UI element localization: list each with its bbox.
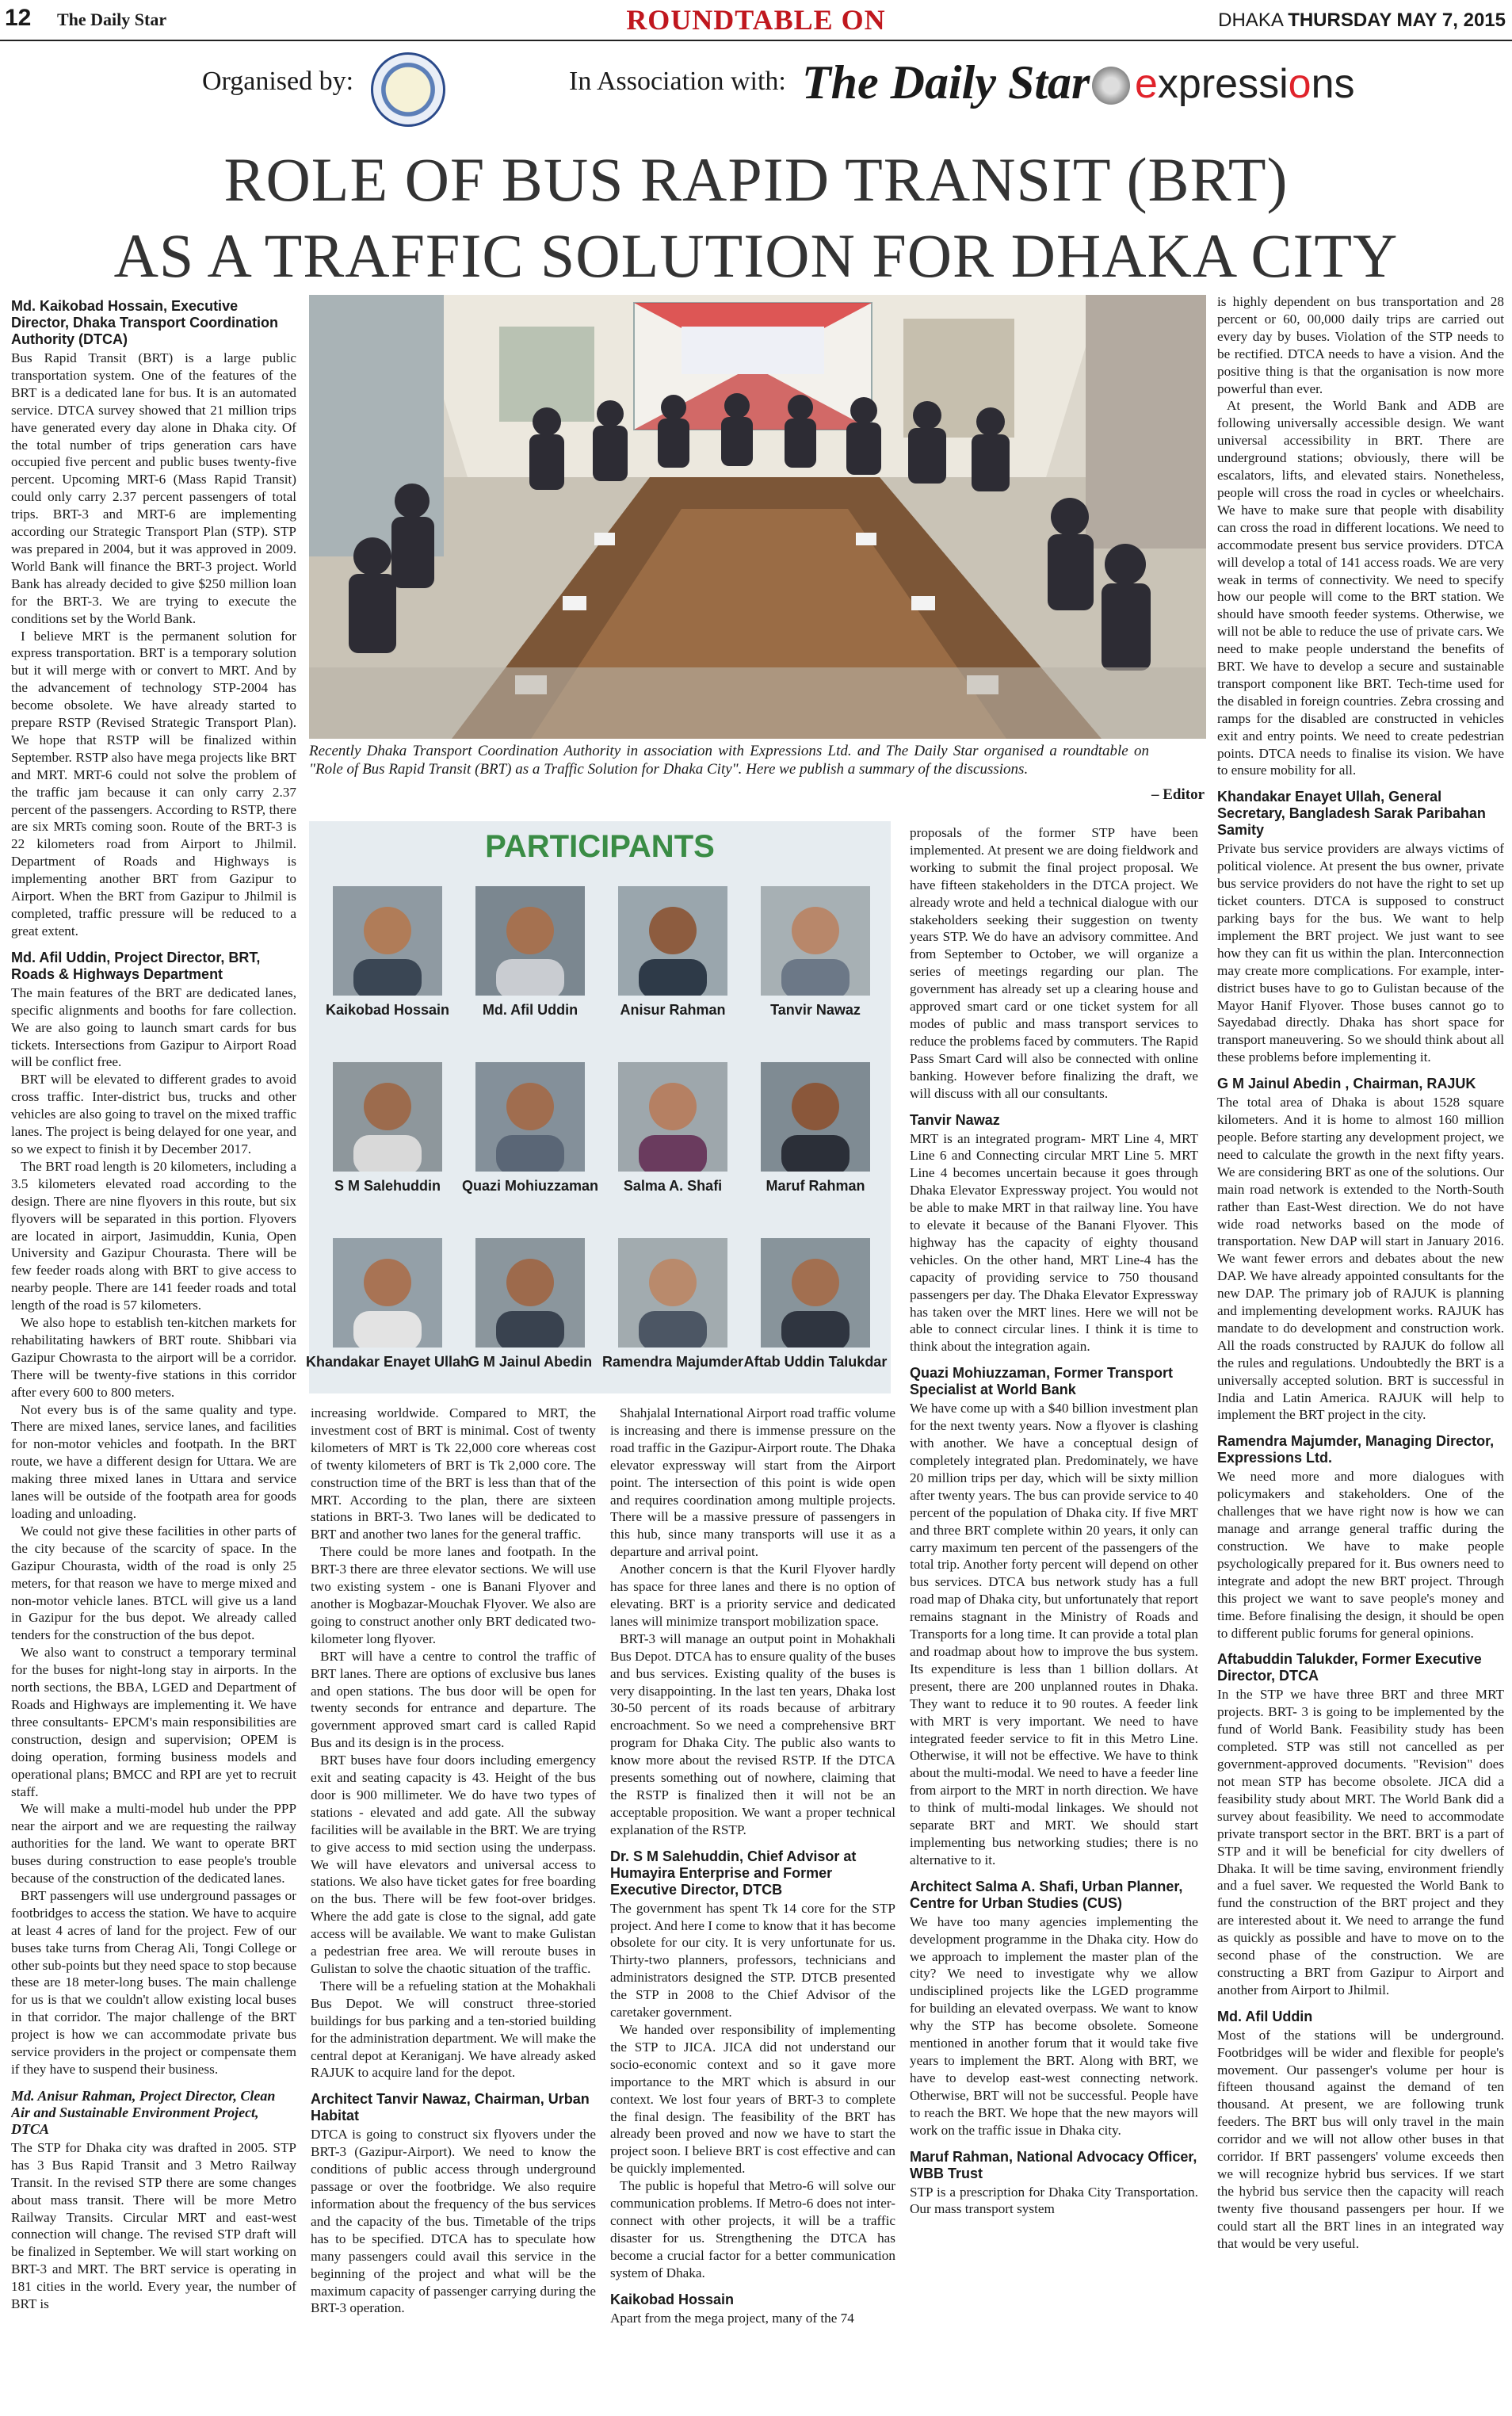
expressions-mark-icon [1092,67,1130,105]
participants-box [305,821,891,1393]
speaker-heading: Maruf Rahman, National Advocacy Officer, WBB Trust [910,2148,1197,2181]
article-paragraph: Shahjalal International Airport road traffic volume is increasing and there is immense pressure on the road traffic in the Gazipur-Airport route. The Dhaka elevator expressway will start from the Airport point. The intersection of this point is wide open and requires coordination among multiple projects. There will be a massive pressure of passengers in this hub, since many transports will use it as a departure and arrival point. [610,1405,895,1560]
participant-name: Salma A. Shafi [623,1178,723,1194]
participant-name: Aftab Uddin Talukdar [743,1354,888,1370]
participant-photo [333,886,442,996]
participant-name: Anisur Rahman [620,1002,726,1018]
roundtable-photo-illustration [309,295,1206,739]
article-paragraph: We could not give these facilities in other parts of the city because of the scarcity of space. In the Gazipur Chourasta, width of the road is only 25 meters, for that reason we have to merge mixed and non-motor vehicle lanes. BTCL will give us a land in Gazipur for the bus depot. We already called tenders for the construction of the bus depot. [11,1523,296,1643]
article-paragraph: BRT will have a centre to control the traffic of BRT lanes. There are options of exclusive bus lanes and open stations. The bus door will be open for twenty seconds for entrance and departure. The government approved smart card is called Rapid Bus and its design is in the process. [311,1648,596,1751]
participant-photo [618,886,727,996]
article-paragraph: increasing worldwide. Compared to MRT, the investment cost of BRT is minimal. Cost of twenty kilometers of MRT is Tk 22,000 core whereas cost of twenty kilometers of BRT is Tk 2,000 core. The construction time of the BRT is less than that of the MRT. According to the plan, there are sixteen stations in BRT-3. Two lanes will be dedicated to BRT and another two lanes for the general traffic. [311,1405,596,1542]
article-paragraph: Bus Rapid Transit (BRT) is a large public transportation system. One of the features of the BRT is a dedicated lane for bus. It is an automated service. DTCA survey showed that 21 million trips have generated every day alone in Dhaka city. Of the total number of trips generation cars have occupied five percent and public buses twenty-five percent. Upcoming MRT-6 (Mass Rapid Transit) could only carry 2.37 percent passengers of total trips. BRT-3 and MRT-6 are implementing according our Strategic Transport Plan (STP). STP was prepared in 2004, but it was approved in 2009. World Bank will finance the BRT-3 project. World Bank has already decided to give $250 million loan for the BRT-3. We are trying to execute the conditions set by the World Bank. [11,350,296,626]
speaker-heading: Kaikobad Hossain [610,2291,735,2307]
association-label: In Association with: [569,67,786,96]
speaker-heading: Md. Afil Uddin [1217,2008,1313,2024]
article-column-3 [610,1405,895,2406]
article-paragraph: We have come up with a $40 billion investment plan for the next twenty years. Now a flyover is clashing with another. We have a conceptual design of completely integrated plan. Predominately, we have 20 million trips per day, which will be sixty million after twenty years. The bus can provide service to 40 percent of the population of Dhaka city. If five MRT and three BRT complete within 20 years, it only can carry maximum ten percent of the passengers of the total trip. Another forty percent will depend on other bus services. DTCA bus network study has a full road map of Dhaka city, but unfortunately that report remains stagnant in the Ministry of Roads and Transports for a long time. It can provide a total plan and roadmap about how to improve the bus system. Its expenditure is less than 1 billion dollars. At present, there are 200 unplanned routes in Dhaka. They want to reduce it to 90 routes. A feeder link with MRT is very important. We need to have integrated feeder service to fit in this Metro Line. Otherwise, it will not be effective. We have to think about the multi-modal. We need to have a feeder line from airport to the MRT in north direction. We have to think of multi-modal linkages. We should not separate BRT and MRT. We should start implementing bus networking studies; there is no alternative to it. [910,1401,1198,1867]
speaker-heading: Aftabuddin Talukder, Former Executive Director, DTCA [1217,1651,1482,1684]
article-paragraph: At present, the World Bank and ADB are following universally accessible design. We want universal accessibility in BRT. There are underground stations; obviously, there will be escalators, lifts, and elevated stairs. Nonetheless, people will cross the road in cycles or wheelchairs. We have to make sure that people with disability can cross the road in different locations. We need to accommodate present bus service providers. DTCA will develop a total of 141 access roads. We are very weak in terms of connectivity. We need to specify how our people will come to the BRT station. We should have smooth feeder systems. Otherwise, we will not be able to reduce the use of private cars. We need to make people understand the benefits of BRT. We have to develop a secure and sustainable transport component like BRT. Tech-time used for the disabled in foreign countries. Zebra crossing and ramps for the disabled are constructed in vehicles exit and entry points. We need to create pedestrian points. DTCA needs to finalise its vision. We have to ensure mobility for all. [1217,398,1504,778]
organised-by-label: Organised by: [202,67,354,96]
speaker-heading: Md. Afil Uddin, Project Director, BRT, Roads & Highways Department [11,949,261,982]
speaker-heading: G M Jainul Abedin , Chairman, RAJUK [1217,1076,1476,1092]
article-paragraph: I believe MRT is the permanent solution for express transportation. BRT is a temporary solution but it will merge with or convert to MRT. And by the advancement of technology STP-2004 has become obsolete. We have already started to prepare RSTP (Revised Strategic Transport Plan). We hope that RSTP will be finalized within September. RSTP also have mega projects like BRT and MRT. MRT-6 could not solve the problem of the traffic jam because it can only carry 2.37 percent of the passengers. According to RSTP, there are six MRTs coming soon. Route of the BRT-3 is 22 kilometers road from Airport to Jhilmil. Department of Roads and Highways is implementing another BRT from Gazipur to Airport. When the BRT from Gazipur to Jhilmil is completed, traffic pressure will be reduced to a great extent. [11,628,296,938]
sponsor-banner [0,48,1512,127]
speaker-heading: Dr. S M Salehuddin, Chief Advisor at Humayira Enterprise and Former Executive Director, DTCB [610,1848,857,1898]
article-paragraph: proposals of the former STP have been implemented. At present we are doing fieldwork and working to submit the final project proposal. We have fifteen stakeholders in the DTCA project. We already wrote and held a technical dialogue with our stakeholders seeking their suggestion on twenty years STP. We do have an advisory committee. And from September to October, we will organize a series of meetings regarding our plan. The government has already set up a clearing house and approved smart card or one ticket system for all modes of public and mass transport services to reduce the problems faced by commuters. The Rapid Pass Smart Card will also be connected with online banking. However before finalizing the draft, we will discuss with all our consultants. [910,825,1198,1101]
article-paragraph: The government has spent Tk 14 core for the STP project. And here I come to know that it has become obsolete for our city. It is very unfortunate for us. Thirty-two planners, professors, technicians and administrators designed the STP. DTCB presented the STP in 2008 to the Chief Advisor of the caretaker government. [610,1900,895,2020]
article-paragraph: BRT will be elevated to different grades to avoid cross traffic. Inter-district bus, trucks and other vehicles are also going to travel on the mixed traffic lanes. The project is being delayed for one year, and so we expect to finish it by December 2017. [11,1072,296,1156]
participant-name: Maruf Rahman [766,1178,865,1194]
header-brand: The Daily Star [57,10,167,29]
participant-photo [761,1062,870,1172]
article-paragraph: The total area of Dhaka is about 1528 square kilometers. And it is home to almost 160 million people. Before starting any development project, we need to calculate the growth in the next fifty years. We are considering BRT as one of the solutions. Our main road network is extended to the North-South rather than East-West direction. We do not have wide road networks based on the mode of transportation. New DAP will start in January 2016. We want fewer errors and debates about the new DAP. We have already appointed consultants for the new DAP. The primary job of RAJUK is planning and implementing development works. RAJUK has mandate to do development and construction work. All the roads constructed by RAJUK do follow all the rules and regulations. Undoubtedly the BRT is a universally accepted solution. BRT is successful in India and Latin America. RAJUK will help to implement the BRT project in the city. [1217,1095,1504,1423]
speaker-heading: Architect Salma A. Shafi, Urban Planner, Centre for Urban Studies (CUS) [910,1878,1183,1911]
article-paragraph: is highly dependent on bus transportation and 28 percent or 60, 00,000 daily trips are carried out every day by buses. Violation of the STP needs to be rectified. DTCA needs to have a vision. And the positive thing is that the organisation is now more powerful than ever. [1217,294,1504,396]
participant-photo [618,1238,727,1348]
article-column-4 [910,824,1198,2406]
participant-photo [761,886,870,996]
participant-photo [618,1062,727,1172]
participant-photo [475,1062,585,1172]
article-paragraph: STP is a prescription for Dhaka City Transportation. Our mass transport system [910,2184,1198,2217]
caption-credit: – Editor [1151,786,1205,803]
speaker-heading: Ramendra Majumder, Managing Director, Expressions Ltd. [1217,1433,1495,1466]
article-paragraph: We will make a multi-model hub under the PPP near the airport and we are requesting the railway authorities for the land. We want to operate BRT buses during construction to ease people's trouble because of the construction of the dedicated lanes. [11,1801,296,1887]
article-paragraph: The STP for Dhaka city was drafted in 2005. STP has 3 Bus Rapid Transit and 3 Metro Railway Transit. In the revised STP there are some changes about mass transit. There will be more Metro Railway Transits. Circular MRT and east-west connection will change. The revised STP draft will be finalized in September. We will start working on BRT-3 and MRT. The BRT service is operating in 181 cities in the world. Every year, the number of BRT is [11,2139,296,2312]
participant-name: Tanvir Nawaz [770,1002,861,1018]
participants-title: PARTICIPANTS [485,829,715,864]
article-column-1 [11,298,296,2406]
section-title: ROUNDTABLE ON [626,4,886,36]
article-paragraph: Private bus service providers are always victims of political violence. At present the bus owner, private bus service providers do not have the right to set up ticket counters. DTCA is supposed to construct parking bays for the bus. We want to help implement the BRT project. We just want to see how they can fit us within the plan. Interconnection may create more complications. For example, inter-district buses have to go to Gulistan because of the Mayor Hanif Flyover. Those buses cannot go to Sayedabad directly. Dhaka has short space for transport maneuvering. So we should think about all these problems before implementing it. [1217,841,1504,1065]
article-paragraph: BRT buses have four doors including emergency exit and seating capacity is 43. Height of the bus door is 900 millimeter. We do have two types of stations - elevated and add gate. All the subway facilities will be available in the BRT. We are trying to give access to mid section using the underpass. We will have elevators and universal access to stations. We also have ticket gates for free boarding on the bus. There will be few foot-over bridges. Where the add gate is close to the signal, add gate access will be available. We want to make Gulistan a pedestrian free area. We will reroute buses in Gulistan to solve the chaotic situation of the traffic. [311,1753,596,1976]
dtca-seal-icon [371,52,445,127]
article-column-2 [311,1405,596,2406]
speaker-heading: Tanvir Nawaz [910,1111,1000,1128]
participant-name: G M Jainul Abedin [468,1354,593,1370]
participant-name: Quazi Mohiuzzaman [461,1178,598,1194]
expressions-logo: expressions [1135,61,1355,107]
photo-caption: Recently Dhaka Transport Coordination Authority in association with Expressions Ltd. and The Daily Star organised a roundtable on "Role of Bus Rapid Transit (BRT) as a Traffic Solution for Dhaka City". Here we publish a summary of the discussions. [309,743,1149,778]
article-paragraph: In the STP we have three BRT and three MRT projects. BRT- 3 is going to be implemented by the fund of World Bank. Feasibility study has been completed. STP was still not cancelled as per government-approved documents. "Revision" does not mean STP has become obsolete. JICA did a feasibility study about MRT. The World Bank did a survey about feasibility. We need to accommodate private transport sector in the BRT. BRT is a part of STP and it will be beneficial for city dwellers of Dhaka. It will be time saving, environment friendly and a fuel saver. We requested the World Bank to fund the construction of the BRT project and they are interested about it. We need to arrange the fund as quickly as possible and have to move on to the second phase of the construction. We are constructing a BRT from Gazipur to Airport and another from Airport to Jhilmil. [1217,1687,1504,1997]
daily-star-logo: The Daily Star [802,56,1090,109]
headline-line-2: AS A TRAFFIC SOLUTION FOR DHAKA CITY [113,221,1399,290]
article-paragraph: Most of the stations will be underground. Footbridges will be wider and flexible for people's movement. Our passenger's volume per hour is fifteen thousand against the demand of ten thousand. At present, we are following trunk feeders. The BRT bus will only travel in the main corridor and we will not allow other buses in that corridor. If BRT passengers' volume exceeds then we will recognize hybrid bus services. If we start the hybrid bus service then the capacity will reach twenty five thousand passengers per hour. If we could start all the BRT lines in an integrated way that would be very useful. [1217,2027,1504,2251]
article-paragraph: BRT passengers will use underground passages or footbridges to access the station. We have to acquire at least 4 acres of land for the project. Few of our buses take turns from Cherag Ali, Tongi College or other sub-points but they need space to stop because these are 18 meter-long buses. The main challenge for us is that we couldn't allow existing local buses in that corridor. The major challenge of the BRT project is how we can accommodate private bus service providers in the project or compensate them if they have to suspend their business. [11,1887,296,2077]
speaker-heading: Quazi Mohiuzzaman, Former Transport Specialist at World Bank [910,1365,1174,1398]
article-paragraph: We also hope to establish ten-kitchen markets for rehabilitating hawkers of BRT route. Shibbari via Gazipur Chowrasta to the airport will be a corridor. There will be twenty-five stations in this corridor after every 600 to 800 meters. [11,1315,296,1400]
article-paragraph: Apart from the mega project, many of the 74 [610,2310,854,2326]
article-paragraph: BRT-3 will manage an output point in Mohakhali Bus Depot. DTCA has to ensure quality of the buses and bus services. Existing quality of the buses is very disappointing. In the last ten years, Dhaka lost 30-50 percent of its roads because of arbitrary encroachment. So we need a comprehensive BRT program for Dhaka City. The public also wants to know more about the revised RSTP. If the DTCA presents something out of nowhere, claiming that the RSTP is finalized then it will not be an acceptable proposition. We want a proper technical explanation of the RSTP. [610,1630,895,1837]
participant-name: Ramendra Majumder [601,1354,744,1370]
roundtable-photo [309,295,1206,739]
article-paragraph: The public is hopeful that Metro-6 will solve our communication problems. If Metro-6 does not inter-connect with other projects, it will be a traffic disaster for us. Strengthening the DTCA has become a crucial factor for a better communication system of Dhaka. [610,2178,895,2280]
speaker-heading: Md. Anisur Rahman, Project Director, Clean Air and Sustainable Environment Project, DTCA [11,2087,276,2137]
page-header [0,0,1512,41]
article-paragraph: The main features of the BRT are dedicated lanes, specific alignments and booths for fare collection. We are also going to launch smart cards for bus tickets. Intersections from Gazipur to Airport Road will be conflict free. [11,984,296,1070]
participant-photo [475,886,585,996]
article-paragraph: Not every bus is of the same quality and type. There are mixed lanes, service lanes, and facilities for non-motor vehicles and footpath. In the BRT route, we have a different design for Uttara. We are making three mixed lanes in Uttara and service lanes will be outside of the footpath area for goods loading and unloading. [11,1401,296,1521]
participant-photo [333,1238,442,1348]
participant-name: Md. Afil Uddin [482,1002,578,1018]
participant-name: Khandakar Enayet Ullah [305,1354,470,1370]
article-paragraph: DTCA is going to construct six flyovers under the BRT-3 (Gazipur-Airport). We need to know the conditions of public access through underground passage or over the footbridge. We also require information about the frequency of the bus services and the capacity of the bus. Timetable of the trips has to be specified. DTCA has to speculate how many passengers could avail this service in the beginning of the project and what will be the maximum capacity of passenger carrying during the BRT-3 operation. [311,2127,596,2316]
speaker-heading: Khandakar Enayet Ullah, General Secretary, Bangladesh Sarak Paribahan Samity [1217,789,1486,839]
speaker-heading: Architect Tanvir Nawaz, Chairman, Urban Habitat [311,2091,590,2124]
participant-name: S M Salehuddin [334,1178,441,1194]
participant-name: Kaikobad Hossain [325,1002,450,1018]
article-paragraph: We have too many agencies implementing the development programme in the Dhaka city. How do we approach to implement the master plan of the city? We need to investigate why we allow undisciplined projects like the LGED programme for building an elevated overpass. We want to know why the STP has become obsolete. Someone mentioned in another forum that it would take five years to implement the BRT. Along with BRT, we have to develop east-west connecting network. Otherwise, BRT will not be successful. People have to reach the BRT. We hope that the new mayors will work on the traffic issue in Dhaka city. [910,1913,1198,2138]
participant-photo [475,1238,585,1348]
article-paragraph: There could be more lanes and footpath. In the BRT-3 there are three elevator sections. We will use two existing system - one is Banani Flyover and another is Mogbazar-Mouchak Flyover. We also are going to construct another only BRT dedicated two-kilometer long flyover. [311,1544,596,1646]
article-paragraph: MRT is an integrated program- MRT Line 4, MRT Line 6 and Connecting circular MRT Line 5. MRT Line 4 becomes uncertain because it goes through Dhaka Elevator Expressway project. You would not be able to make MRT in that railway line. You have to elevate it because of the Banani Flyover. This highway has the capacity of eighty thousand vehicles. On the other hand, MRT Line-4 has the capacity of providing service to 750 thousand passengers per day. The Dhaka Elevator Expressway has taken over the MRT lines. Here we will not be able to connect circular lines. I think it is time to think about the integration again. [910,1130,1198,1355]
article-column-5 [1217,293,1504,2406]
article-paragraph: We handed over responsibility of implementing the STP to JICA. JICA did not understand our socio-economic context and so it gave more importance to the MRT which is absurd in our context. We lost four years of BRT-3 to complete the final design. The feasibility of the BRT has already been proved and now we have to start the project soon. I believe BRT is cost effective and can be quickly implemented. [610,2022,895,2177]
participant-photo [333,1062,442,1172]
participant-photo [761,1238,870,1348]
article-paragraph: We also want to construct a temporary terminal for the buses for night-long stay in airports. In the north sections, the BBA, LGED and Department of Roads and Highways are implementing it. We have three consultants- EPCM's main responsibilities are construction, design and supervision; OPEM is doing operation, forming business models and operational plans; BMCC and RPI are yet to recruit staff. [11,1645,296,1799]
header-date: DHAKA THURSDAY MAY 7, 2015 [1218,10,1506,31]
article-paragraph: We need more and more dialogues with policymakers and stakeholders. One of the challenges that we have right now is how we can manage and arrange general traffic during the construction. We have to make people psychologically prepared for it. Bus owners need to integrate and adopt the new BRT project. Through this project we want to save people's money and time. Before finalising the design, it should be open to different public forums for general opinions. [1217,1469,1504,1641]
article-paragraph: Another concern is that the Kuril Flyover hardly has space for three lanes and there is no option of elevating. BRT is a priority service and dedicated lanes will minimize transport mobilization space. [610,1562,895,1629]
article-paragraph: There will be a refueling station at the Mohakhali Bus Depot. We will construct three-storied buildings for bus parking and a ten-storied building for the administration department. We will make the central depot at Keraniganj. We have already asked RAJUK to acquire land for the depot. [311,1978,596,2081]
headline-line-1: ROLE OF BUS RAPID TRANSIT (BRT) [223,145,1289,214]
page-number: 12 [5,5,32,31]
speaker-heading: Md. Kaikobad Hossain, Executive Director, Dhaka Transport Coordination Authority (DTCA) [11,298,279,347]
article-paragraph: The BRT road length is 20 kilometers, including a 3.5 kilometers elevated road according to the design. There are nine flyovers in this route, but six flyovers will be separated in this portion. Flyovers are located in airport, Jasimuddin, Kunia, Open University and Gazipur Chourasta. There will be few feeder roads along with BRT to give access to nearby people. There are 141 feeder roads and total length of the road is 57 kilometers. [11,1158,296,1313]
